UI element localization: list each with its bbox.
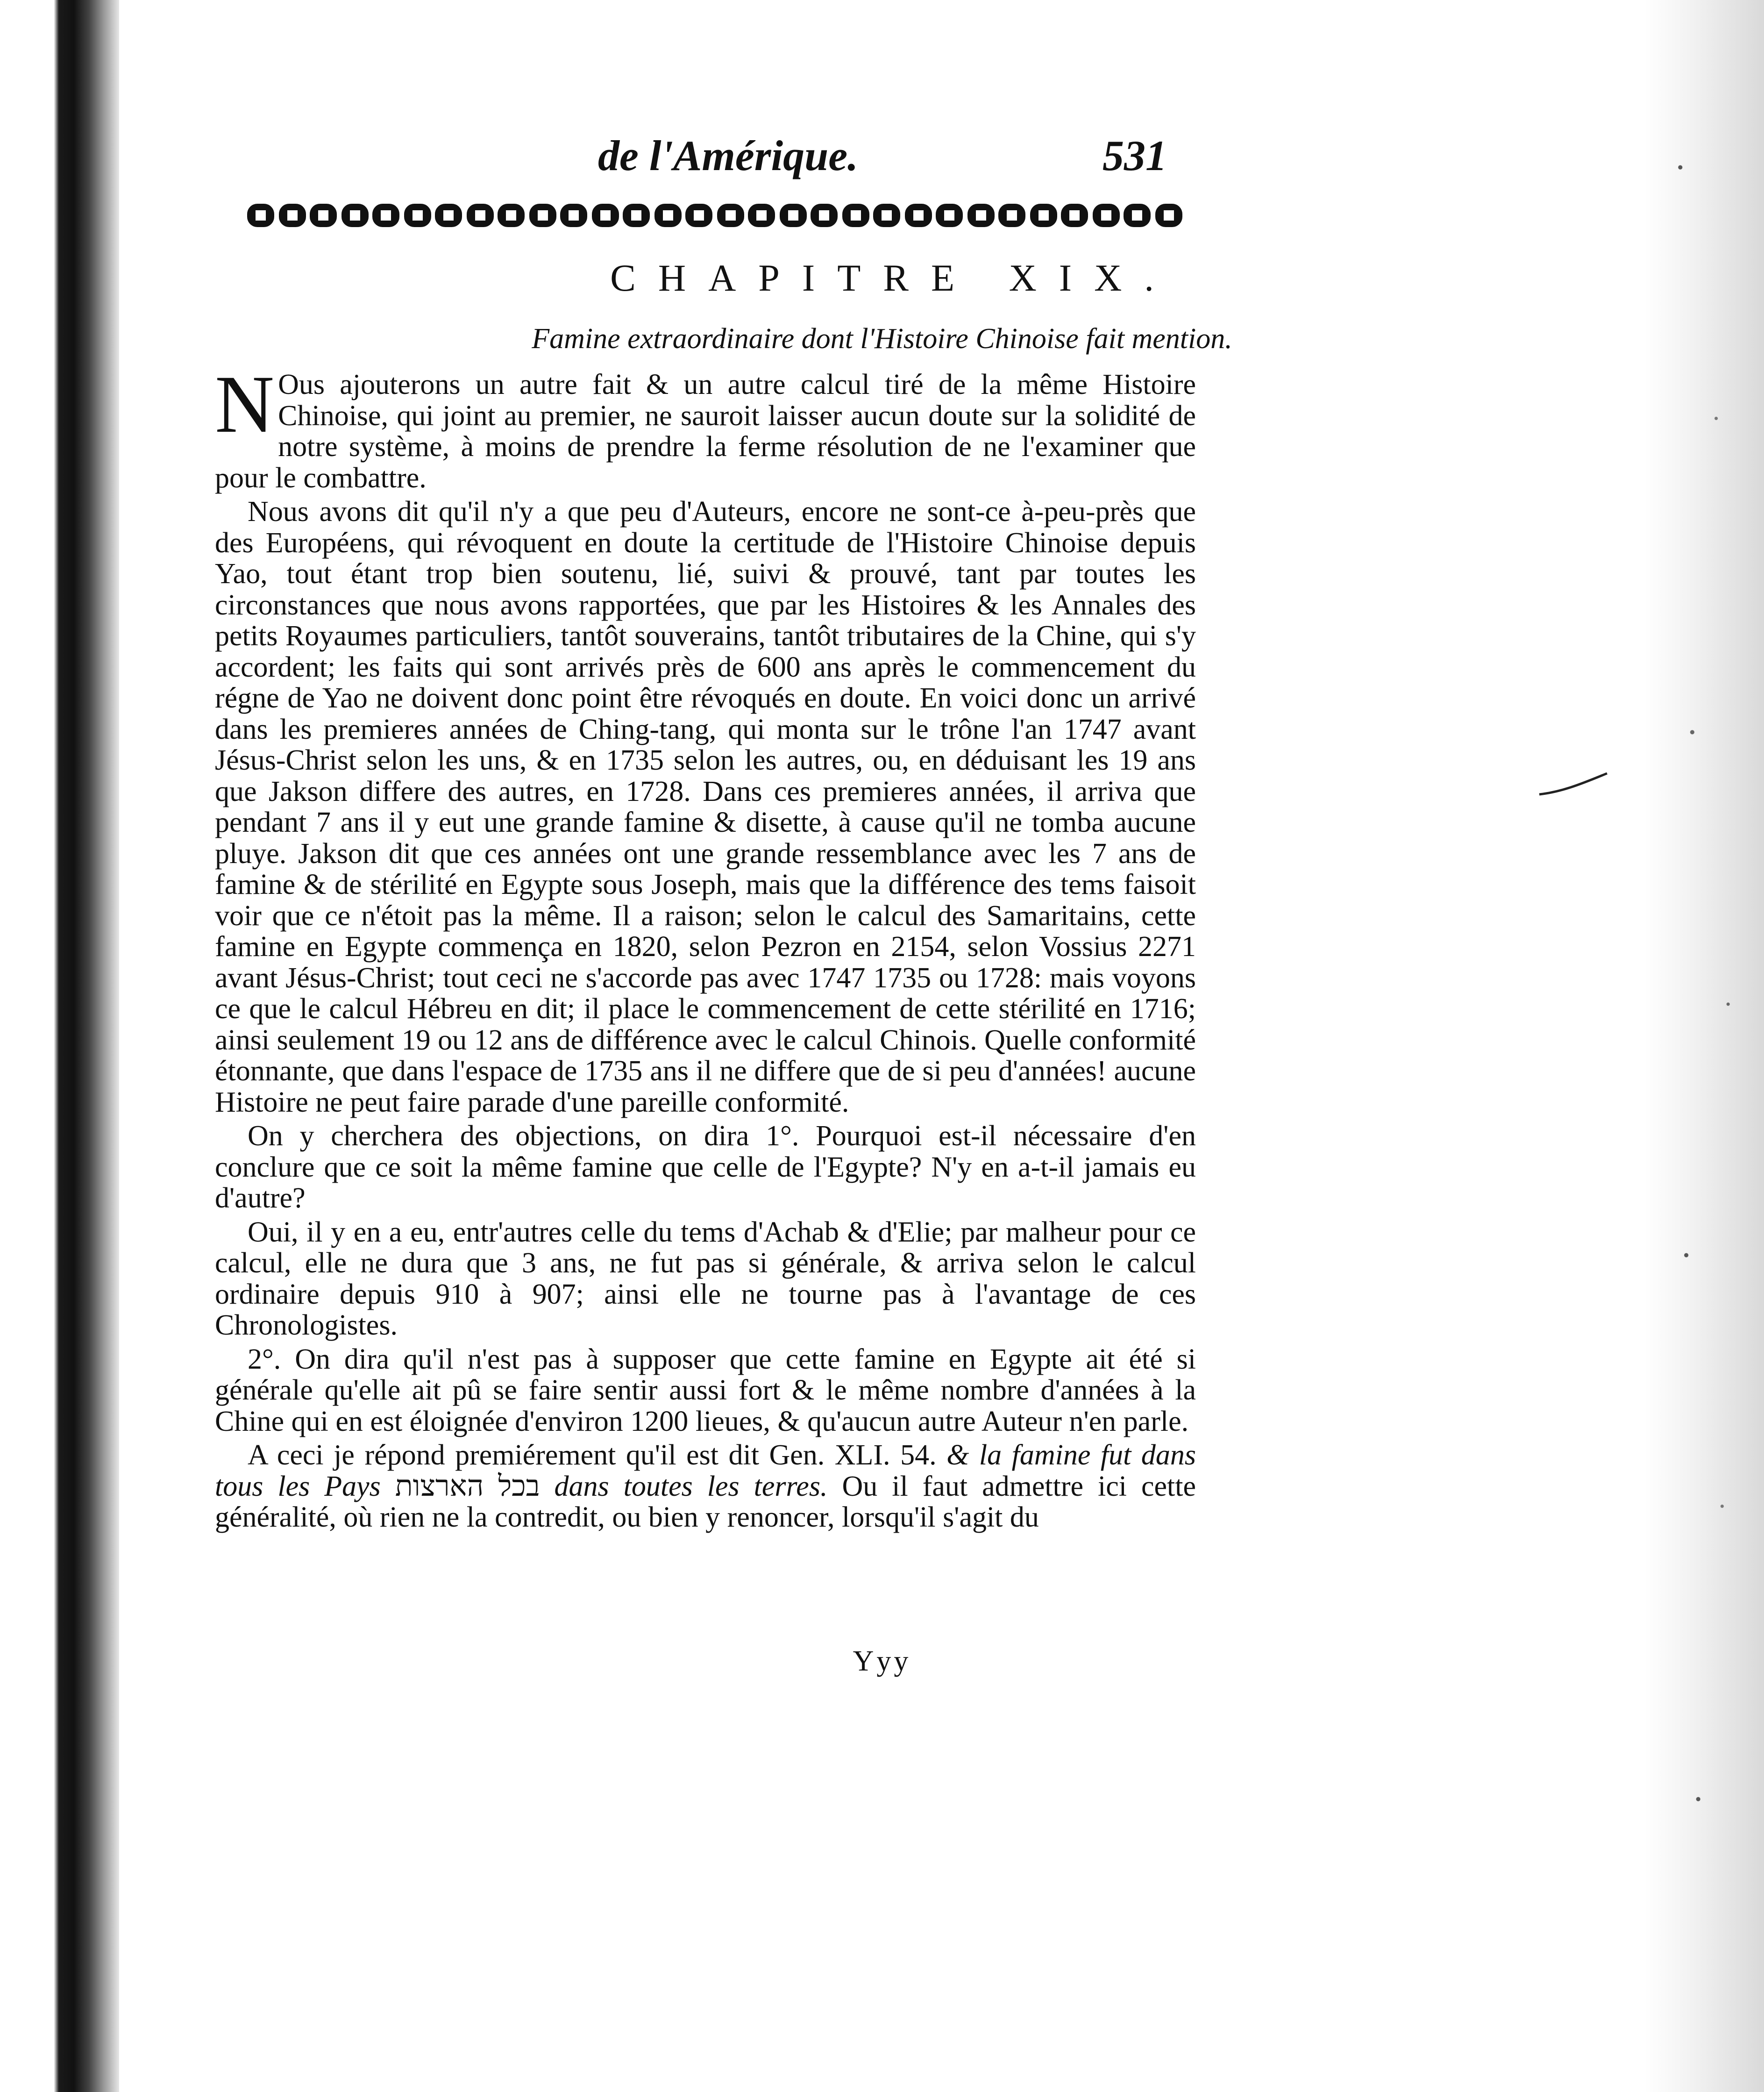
paragraph-1-text: Ous ajouterons un autre fait & un autre calcul tiré de la même Histoire Chinoise, qui joint au premier, ne sauroit laisser aucun doute sur la solidité de notre système, à moins de prendre la ferme résolution de ne l'examiner que pour le combattre.	[215, 369, 1196, 494]
running-title: de l'Amérique.	[598, 132, 859, 179]
paragraph-6	[215, 1440, 1196, 1533]
paragraph-6-hebrew: בכל הארצות	[380, 1470, 555, 1502]
chapter-title: CHAPITRE XIX.	[610, 257, 1176, 299]
scan-binding-shadow	[19, 0, 119, 2092]
paragraph-6-italic-2: dans toutes les terres.	[554, 1470, 828, 1502]
paragraph-1	[215, 359, 1196, 494]
running-header	[0, 131, 1764, 182]
paragraph-6-text-a: A ceci je répond premiérement qu'il est dit Gen. XLI. 54.	[248, 1439, 947, 1471]
paragraph-4: Oui, il y en a eu, entr'autres celle du tems d'Achab & d'Elie; par malheur pour ce calcul, elle ne dura que 3 ans, ne fut pas si générale, & arriva selon le calcul ordinaire depuis 910 à 907; ainsi elle ne tourne pas à l'avantage de ces Chronologistes.	[215, 1216, 1196, 1341]
scan-right-edge	[1644, 0, 1764, 2092]
chapter-subtitle: Famine extraordinaire dont l'Histoire Chinoise fait mention.	[532, 323, 1232, 355]
paragraph-6-text-b: Ou il faut admettre ici cette généralité, où rien ne la contredit, ou bien y renoncer, lorsqu'il s'agit du	[215, 1470, 1196, 1533]
paragraph-6-italic-1: & la famine fut dans tous les Pays	[215, 1439, 1196, 1502]
page-number: 531	[1102, 132, 1167, 179]
marginal-pen-stroke	[1537, 771, 1612, 799]
body-text	[215, 359, 1196, 1536]
paragraph-3: On y cherchera des objections, on dira 1°. Pourquoi est-il nécessaire d'en conclure que ce soit la même famine que celle de l'Egypte? N'y en a-t-il jamais eu d'autre?	[215, 1120, 1196, 1214]
paragraph-5: 2°. On dira qu'il n'est pas à supposer que cette famine en Egypte ait été si générale qu'elle ait pû se faire sentir aussi fort & le même nombre d'années à la Chine qui en est éloignée d'environ 1200 lieues, & qu'aucun autre Auteur n'en parle.	[215, 1343, 1196, 1437]
paragraph-2: Nous avons dit qu'il n'y a que peu d'Auteurs, encore ne sont-ce à-peu-près que des Européens, qui révoquent en doute la certitude de l'Histoire Chinoise depuis Yao, tout étant trop bien soutenu, lié, suivi & prouvé, tant par toutes les circonstances que nous avons rapportées, que par les Histoires & les Annales des petits Royaumes particuliers, tantôt souverains, tantôt tributaires de la Chine, qui s'y accordent; les faits qui sont arrivés près de 600 ans après le commencement du régne de Yao ne doivent donc point être révoqués en doute. En voici donc un arrivé dans les premieres années de Ching-tang, qui monta sur le trône l'an 1747 avant Jésus-Christ selon les uns, & en 1735 selon les autres, ou, en déduisant les 19 ans que Jakson differe des autres, en 1728. Dans ces premieres années, il arriva que pendant 7 ans il y eut une grande famine & disette, à cause qu'il ne tomba aucune pluye. Jakson dit que ces années ont une grande ressemblance avec les 7 ans de famine & de stérilité en Egypte sous Joseph, mais que la différence des tems faisoit voir que ce n'étoit pas la même. Il a raison; selon le calcul des Samaritains, cette famine en Egypte commença en 1820, selon Pezron en 2154, selon Vossius 2271 avant Jésus-Christ; tout ceci ne s'accorde pas avec 1747 1735 ou 1728: mais voyons ce que le calcul Hébreu en dit; il place le commencement de cette stérilité en 1716; ainsi seulement 19 ou 12 ans de différence avec le calcul Chinois. Quelle conformité étonnante, que dans l'espace de 1735 ans il ne differe que de si peu d'années! aucune Histoire ne peut faire parade d'une pareille conformité.	[215, 496, 1196, 1118]
drop-cap: N	[215, 359, 275, 450]
ornamental-band	[245, 200, 1184, 231]
signature-mark: Yyy	[853, 1645, 911, 1677]
